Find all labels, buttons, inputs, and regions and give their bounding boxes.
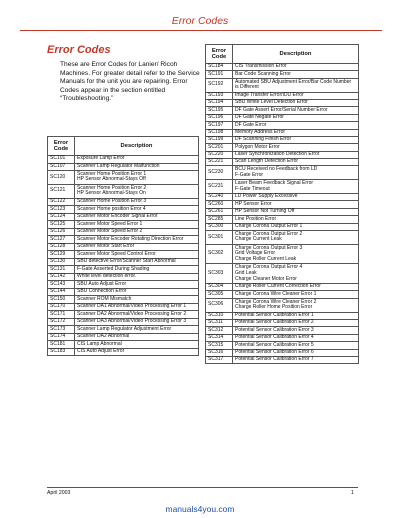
table-row [48,213,199,221]
error-code-cell: SC300 [206,223,233,230]
error-code-cell: SC261 [206,208,233,215]
table-row [48,281,199,289]
error-code-cell: SC125 [48,221,75,229]
error-code-cell: SC170 [48,303,75,311]
error-code-cell: SC315 [206,342,233,349]
error-code-cell: SC123 [48,206,75,214]
table-row [206,107,359,114]
table-row [48,318,199,326]
description-cell: DF Gate Negate Error [233,114,359,121]
table-body-left [48,156,199,356]
description-cell: Laser Beam Feedback Signal Error F-Gate Timeout [233,180,359,194]
description-cell: BCU Received no Feedback from LD F-Gate Error [233,166,359,180]
error-code-cell: SC316 [206,349,233,356]
error-code-cell: SC127 [48,236,75,244]
error-code-cell: SC174 [48,333,75,341]
description-cell: Scanner Home Position Error 1 HP Sensor Abnormal-Stays Off [75,171,199,185]
error-code-cell: SC191 [206,71,233,78]
error-code-cell: SC220 [206,151,233,158]
table-row [206,194,359,201]
table-row [206,136,359,143]
footer-divider [47,487,358,488]
table-row [206,114,359,121]
description-cell: SBU White Level Detection Error [233,99,359,106]
description-cell: Polygon Motor Error [233,144,359,151]
description-cell: Scanner DA1 Abnormal/Video Processing Error 1 [75,303,199,311]
table-row [48,206,199,214]
error-code-cell: SC231 [206,180,233,194]
header-description: Description [233,45,359,64]
header-divider [20,30,382,31]
page-number: 1 [351,490,354,496]
description-cell: Potential Sensor Calibration Error 7 [233,356,359,363]
error-code-cell: SC304 [206,284,233,291]
error-code-cell: SC120 [48,171,75,185]
table-row [206,244,359,264]
table-row [48,326,199,334]
description-cell: Charge Corona Output Error 2 Charge Current Leak [233,231,359,245]
section-title: Error Codes [47,44,111,56]
description-cell: Charge Roller Current Correction Error [233,284,359,291]
error-code-cell: SC129 [48,251,75,259]
description-cell: Charge Corona Wire Cleaner Error 2 Charge Roller Home Position Error [233,298,359,312]
description-cell: Scanner Home Position Error 3 [75,198,199,206]
table-row [206,264,359,284]
table-row [206,356,359,363]
table-row [206,216,359,223]
table-row [48,333,199,341]
table-row [48,311,199,319]
table-row [206,159,359,166]
table-row [48,341,199,349]
table-row [48,243,199,251]
table-header-row [48,137,199,156]
table-row [206,342,359,349]
error-code-table-right [205,44,359,364]
error-code-cell: SC121 [48,184,75,198]
table-row [206,92,359,99]
error-code-cell: SC285 [206,216,233,223]
error-code-cell: SC126 [48,228,75,236]
description-cell: Charge Corona Output Error 3 Grid Voltage Error Charge Roller Current Leak [233,244,359,264]
description-cell: DF Scanning Finish Error [233,136,359,143]
error-code-cell: SC128 [48,243,75,251]
error-code-cell: SC198 [206,129,233,136]
error-code-cell: SC201 [206,144,233,151]
error-code-cell: SC172 [48,318,75,326]
description-cell: DF Gate Assert Error/Serial Number Error [233,107,359,114]
table-row [48,258,199,266]
table-header-row [206,45,359,64]
description-cell: Scan Length Detection Error [233,159,359,166]
table-row [48,171,199,185]
description-cell: Scanner ROM Mismatch [75,296,199,304]
table-row [48,251,199,259]
table-row [48,303,199,311]
error-code-cell: SC302 [206,244,233,264]
error-code-cell: SC314 [206,334,233,341]
error-code-cell: SC192 [206,78,233,92]
table-row [206,312,359,319]
description-cell: Scanner DA2 Abnormal/Video Processing Error 2 [75,311,199,319]
footer-date: April 2003 [47,490,71,496]
table-row [48,228,199,236]
description-cell: Potential Sensor Calibration Error 2 [233,319,359,326]
error-code-cell: SC317 [206,356,233,363]
description-cell: Exposure Lamp Error [75,156,199,164]
description-cell: DF Gate Error [233,122,359,129]
table-row [206,144,359,151]
description-cell: CIS Lamp Abnormal [75,341,199,349]
table-row [206,129,359,136]
table-row [206,291,359,298]
table-row [48,288,199,296]
table-row [48,266,199,274]
error-code-table-left [47,136,199,356]
description-cell: Laser Synchronization Detection Error [233,151,359,158]
table-row [48,221,199,229]
description-cell: Image Transfer Error/IDU Error [233,92,359,99]
error-code-cell: SC301 [206,231,233,245]
description-cell: Charge Corona Wire Cleaner Error 1 [233,291,359,298]
description-cell: SBU Auto Adjust Error [75,281,199,289]
error-code-cell: SC240 [206,194,233,201]
table-row [206,208,359,215]
table-body-right [206,64,359,364]
description-cell: Scanner Lamp Regulator Adjustment Error [75,326,199,334]
error-code-cell: SC310 [206,312,233,319]
description-cell: CIS Transmission Error [233,64,359,71]
table-row [48,273,199,281]
table-row [48,296,199,304]
table-row [48,156,199,164]
table-row [206,223,359,230]
header-error-code: Error Code [206,45,233,64]
table-row [206,122,359,129]
error-code-cell: SC181 [48,341,75,349]
table-row [206,349,359,356]
description-cell: Potential Sensor Calibration Error 1 [233,312,359,319]
description-cell: Automated SBU Adjustment Error/Bar Code Number is Different [233,78,359,92]
table-row [206,166,359,180]
error-code-cell: SC260 [206,201,233,208]
table-row [206,151,359,158]
error-code-cell: SC197 [206,122,233,129]
error-code-cell: SC193 [206,92,233,99]
description-cell: Line Position Error [233,216,359,223]
error-code-cell: SC131 [48,266,75,274]
table-row [206,284,359,291]
error-code-cell: SC101 [48,156,75,164]
header-error-code: Error Code [48,137,75,156]
error-code-cell: SC312 [206,327,233,334]
error-code-cell: SC194 [206,99,233,106]
error-code-cell: SC196 [206,114,233,121]
error-code-cell: SC195 [206,107,233,114]
description-cell: Memory Address Error [233,129,359,136]
description-cell: Scanner Lamp Regulator Malfunction [75,163,199,171]
table-row [206,180,359,194]
description-cell: SBU detective Error/Scanner Start Abnormal [75,258,199,266]
description-cell: Charge Corona Output Error 1 [233,223,359,230]
error-code-cell: SC171 [48,311,75,319]
description-cell: Scanner Motor Encoder Rotating Direction Error [75,236,199,244]
description-cell: Scanner DA3 Abnormal/Video Processing Error 3 [75,318,199,326]
table-row [206,201,359,208]
description-cell: SBU Connection Error [75,288,199,296]
error-code-cell: SC303 [206,264,233,284]
error-code-cell: SC124 [48,213,75,221]
description-cell: LD Power Supply Excessive [233,194,359,201]
description-cell: HP Sensor Not Turning Off [233,208,359,215]
description-cell: F-Gate Asserted During Shading [75,266,199,274]
description-cell: Scanner Home position Error 4 [75,206,199,214]
description-cell: CIS Auto Adjust Error [75,348,199,356]
error-code-cell: SC107 [48,163,75,171]
error-code-cell: SC183 [48,348,75,356]
table-row [48,348,199,356]
table-row [206,327,359,334]
error-code-cell: SC221 [206,159,233,166]
description-cell: HP Sensor Error [233,201,359,208]
table-row [48,198,199,206]
table-row [48,184,199,198]
watermark-link[interactable]: manuals4you.com [165,504,235,514]
description-cell: Scanner Motor Speed Error 2 [75,228,199,236]
description-cell: Scanner Home Position Error 2 HP Sensor Abnormal-Stays On [75,184,199,198]
table-row [206,298,359,312]
error-code-cell: SC184 [206,64,233,71]
error-code-cell: SC143 [48,281,75,289]
table-row [206,334,359,341]
error-code-cell: SC173 [48,326,75,334]
table-row [206,319,359,326]
description-cell: Potential Sensor Calibration Error 6 [233,349,359,356]
description-cell: Potential Sensor Calibration Error 4 [233,334,359,341]
error-code-cell: SC150 [48,296,75,304]
error-code-cell: SC230 [206,166,233,180]
error-code-cell: SC305 [206,291,233,298]
table-row [48,163,199,171]
table-row [48,236,199,244]
error-code-cell: SC144 [48,288,75,296]
error-code-cell: SC306 [206,298,233,312]
table-row [206,71,359,78]
error-code-cell: SC199 [206,136,233,143]
description-cell: White level detection error. [75,273,199,281]
table-row [206,78,359,92]
description-cell: Scanner Motor Start Error [75,243,199,251]
error-code-cell: SC130 [48,258,75,266]
error-code-cell: SC122 [48,198,75,206]
error-code-cell: SC311 [206,319,233,326]
header-description: Description [75,137,199,156]
description-cell: Scanner DA2 Abnormal [75,333,199,341]
description-cell: Charge Corona Output Error 4 Grid Leak Charge Cleaner Motor Error [233,264,359,284]
description-cell: Scanner Motor Speed Error 1 [75,221,199,229]
table-row [206,64,359,71]
error-code-cell: SC142 [48,273,75,281]
table-row [206,99,359,106]
description-cell: Potential Sensor Calibration Error 5 [233,342,359,349]
intro-paragraph: These are Error Codes for Lanier/ Ricoh Machines. For greater detail refer to the Service Manuals for the unit you are repairing. Error Codes appear in the section entitled “Troubleshooting.” [60,61,200,103]
table-row [206,231,359,245]
description-cell: Potential Sensor Calibration Error 3 [233,327,359,334]
description-cell: Scanner Motor Encoder Signal Error [75,213,199,221]
description-cell: Bar Code Scanning Error [233,71,359,78]
description-cell: Scanner Motor Speed Control Error [75,251,199,259]
page-header-title: Error Codes [171,15,229,27]
